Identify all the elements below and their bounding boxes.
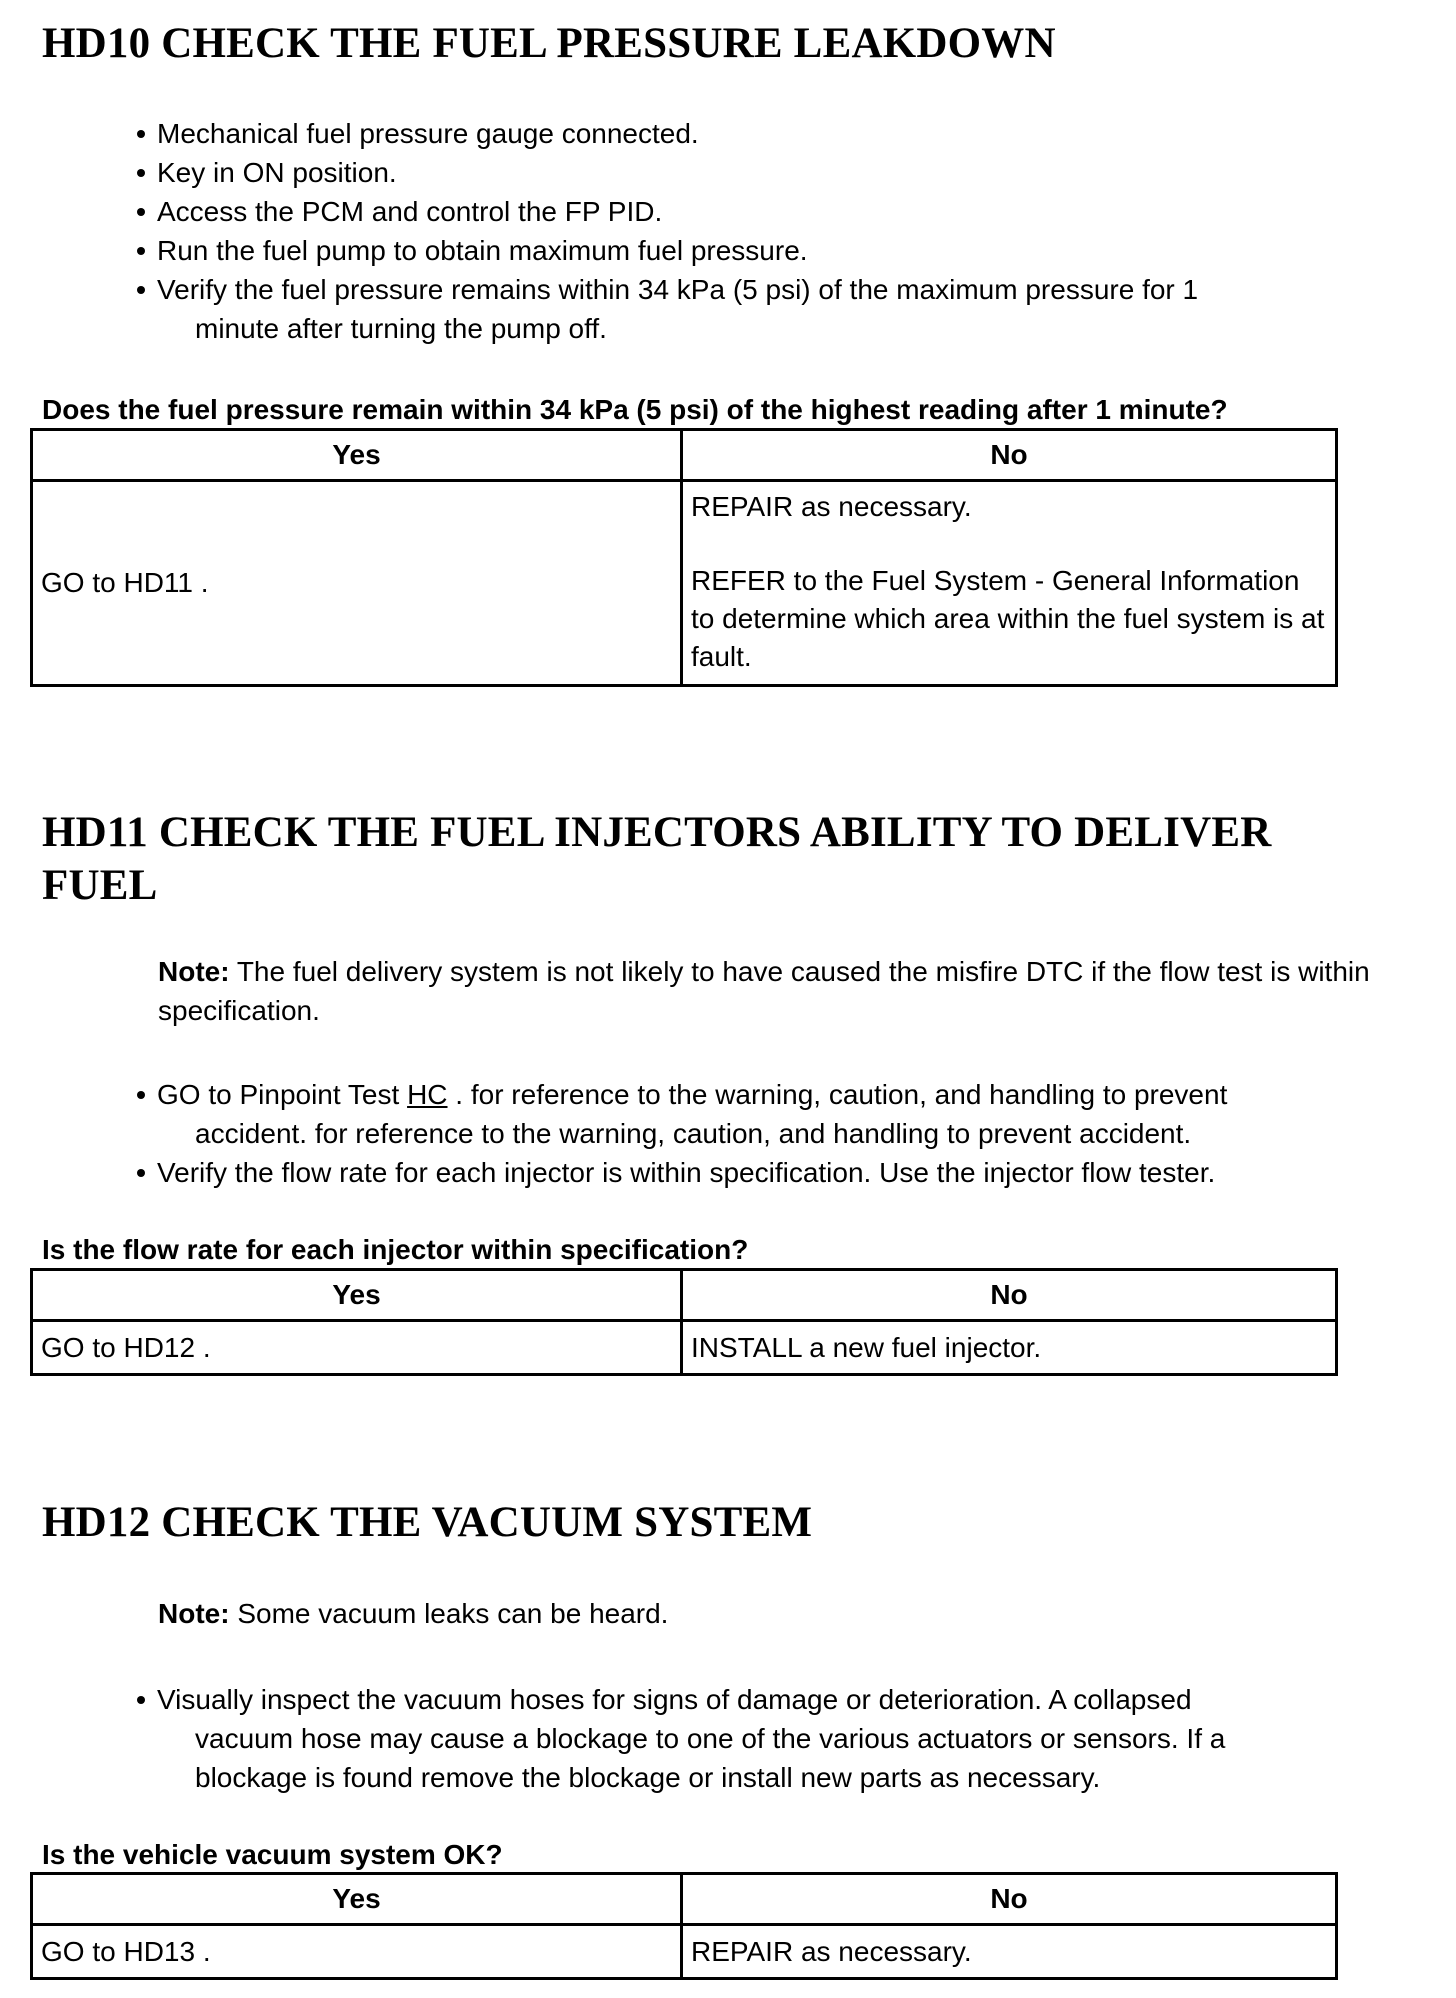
no-cell: REPAIR as necessary. [682, 1925, 1337, 1979]
hd11-heading: HD11 CHECK THE FUEL INJECTORS ABILITY TO DELIVER FUEL [42, 809, 1272, 909]
table-row [32, 1321, 1337, 1375]
yes-header: Yes [32, 1270, 682, 1321]
no-header: No [682, 1874, 1337, 1925]
bullet-icon [137, 1091, 145, 1099]
hd12-question: Is the vehicle vacuum system OK? [42, 1839, 503, 1870]
pinpoint-test-hc-link[interactable]: HC [407, 1079, 448, 1110]
hd10-bullet-list [135, 114, 1375, 348]
bullet-icon [137, 1696, 145, 1704]
no-header: No [682, 1270, 1337, 1321]
no-cell: REPAIR as necessary. REFER to the Fuel System - General Information to determine which area within the fuel system is at fault. [682, 481, 1337, 686]
yes-cell: GO to HD11 . [32, 481, 682, 686]
bullet-icon [137, 286, 145, 294]
hd10-heading: HD10 CHECK THE FUEL PRESSURE LEAKDOWN [42, 20, 1056, 67]
list-item: Access the PCM and control the FP PID. [135, 192, 1375, 231]
hd11-note: Note: The fuel delivery system is not likely to have caused the misfire DTC if the flow test is within specification. [158, 956, 1370, 1026]
table-header-row [32, 1874, 1337, 1925]
hd10-question: Does the fuel pressure remain within 34 kPa (5 psi) of the highest reading after 1 minute? [42, 394, 1228, 425]
yes-cell: GO to HD12 . [32, 1321, 682, 1375]
hd11-question: Is the flow rate for each injector within specification? [42, 1234, 749, 1265]
table-header-row [32, 430, 1337, 481]
bullet-icon [137, 169, 145, 177]
hd12-yes-no-table [30, 1872, 1338, 1980]
hd12-heading: HD12 CHECK THE VACUUM SYSTEM [42, 1499, 813, 1546]
table-row [32, 1925, 1337, 1979]
list-item: Verify the flow rate for each injector is within specification. Use the injector flow tester. [135, 1153, 1375, 1192]
hd10-yes-no-table [30, 428, 1338, 687]
hd12-bullet-list [135, 1680, 1375, 1797]
list-item: Mechanical fuel pressure gauge connected. [135, 114, 1375, 153]
bullet-icon [137, 208, 145, 216]
yes-cell: GO to HD13 . [32, 1925, 682, 1979]
no-header: No [682, 430, 1337, 481]
table-header-row [32, 1270, 1337, 1321]
table-row [32, 481, 1337, 686]
yes-header: Yes [32, 430, 682, 481]
hd11-bullet-list [135, 1075, 1375, 1192]
no-cell: INSTALL a new fuel injector. [682, 1321, 1337, 1375]
list-item: Key in ON position. [135, 153, 1375, 192]
list-item: Run the fuel pump to obtain maximum fuel pressure. [135, 231, 1375, 270]
bullet-icon [137, 247, 145, 255]
list-item: GO to Pinpoint Test HC . for reference to the warning, caution, and handling to prevent accident. for reference to the warning, caution, and handling to prevent accident. [135, 1075, 1375, 1153]
bullet-icon [137, 1169, 145, 1177]
bullet-icon [137, 130, 145, 138]
list-item: Visually inspect the vacuum hoses for signs of damage or deterioration. A collapsed vacuum hose may cause a blockage to one of the various actuators or sensors. If a blockage is found remove the blockage or install new parts as necessary. [135, 1680, 1375, 1797]
hd12-note: Note: Some vacuum leaks can be heard. [158, 1598, 669, 1629]
hd11-yes-no-table [30, 1268, 1338, 1376]
list-item: Verify the fuel pressure remains within 34 kPa (5 psi) of the maximum pressure for 1 minute after turning the pump off. [135, 270, 1375, 348]
yes-header: Yes [32, 1874, 682, 1925]
